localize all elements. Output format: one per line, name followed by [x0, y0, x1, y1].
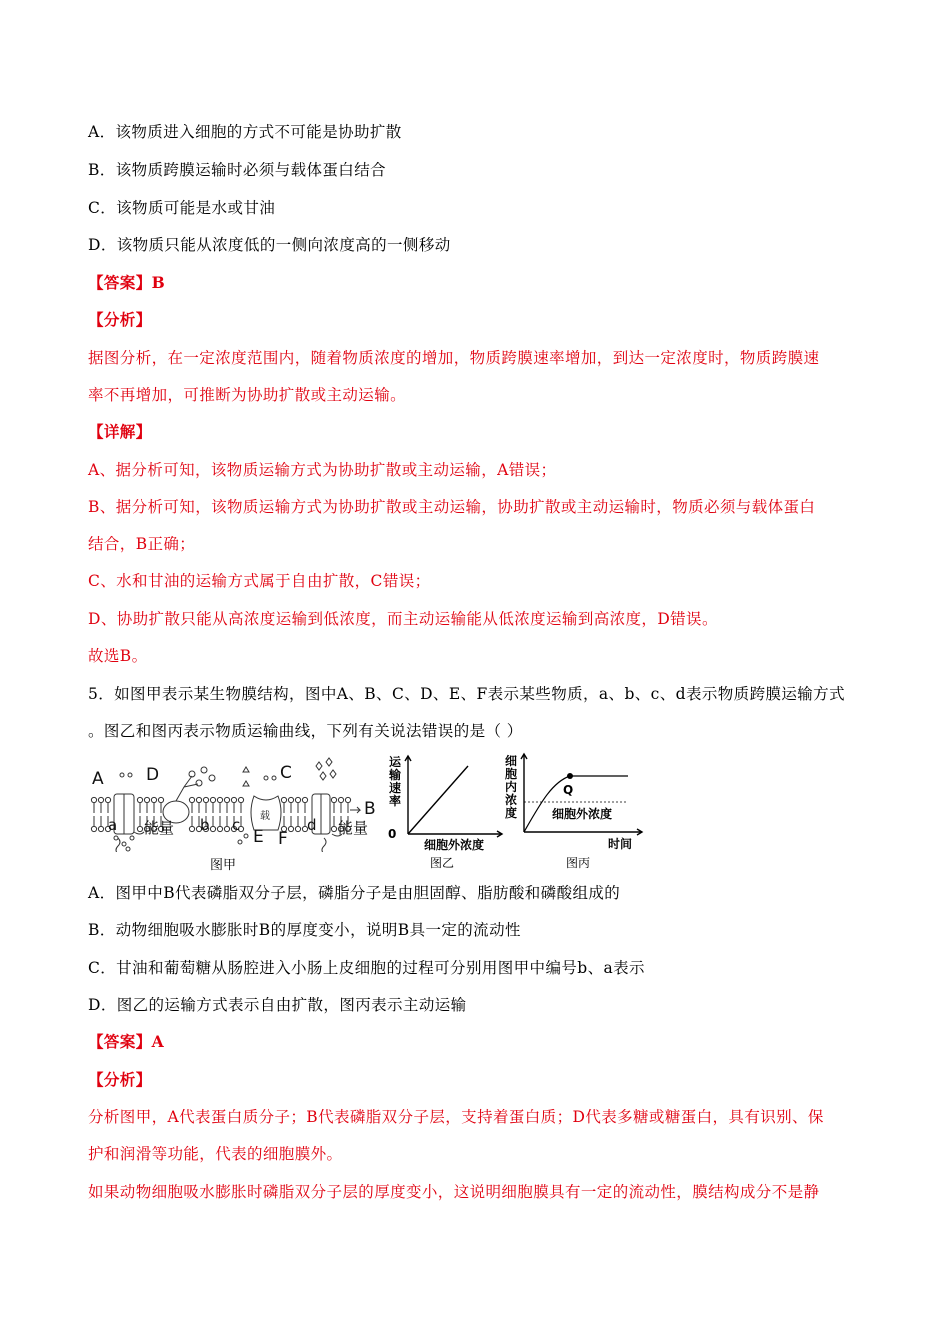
- series-line-yi: [408, 766, 468, 834]
- q4-detail-line-1: A、据分析可知，该物质运输方式为协助扩散或主动运输，A错误；: [88, 461, 557, 479]
- label-A: A: [92, 769, 104, 789]
- energy-label-2: 能量: [338, 819, 369, 837]
- caption-yi: 图乙: [430, 856, 455, 870]
- label-Q: Q: [563, 783, 574, 797]
- q4-detail-label: 【详解】: [88, 422, 152, 441]
- q4-detail-line-4: C、水和甘油的运输方式属于自由扩散，C错误；: [88, 572, 431, 590]
- caption-bing: 图丙: [566, 856, 591, 870]
- q5-analysis-label: 【分析】: [88, 1070, 152, 1089]
- label-c: c: [232, 816, 241, 834]
- chart-bing: [500, 752, 648, 852]
- series-curve-bing: [524, 776, 628, 832]
- q4-answer: 【答案】B: [88, 273, 166, 292]
- svg-text:率: 率: [389, 794, 402, 808]
- svg-text:浓: 浓: [505, 793, 518, 807]
- q5-figures: [88, 752, 648, 872]
- q5-option-b: B．动物细胞吸水膨胀时B的厚度变小，说明B具一定的流动性: [88, 921, 521, 939]
- q4-analysis-label: 【分析】: [88, 310, 152, 329]
- energy-label-1: 能量: [144, 819, 175, 837]
- q4-option-a: A．该物质进入细胞的方式不可能是协助扩散: [88, 123, 402, 141]
- q4-detail-line-2: B、据分析可知，该物质运输方式为协助扩散或主动运输，协助扩散或主动运输时，物质必须与载体蛋白: [88, 498, 816, 516]
- ylabel-bing: [505, 753, 517, 820]
- q4-detail-line-5: D、协助扩散只能从高浓度运输到低浓度，而主动运输能从低浓度运输到高浓度，D错误。: [88, 610, 718, 628]
- label-F: F: [278, 829, 288, 849]
- q5-option-d: D．图乙的运输方式表示自由扩散，图丙表示主动运输: [88, 996, 467, 1014]
- q4-option-b: B．该物质跨膜运输时必须与载体蛋白结合: [88, 161, 386, 179]
- svg-text:速: 速: [389, 781, 402, 795]
- label-E: E: [253, 827, 264, 847]
- svg-text:输: 输: [389, 768, 402, 782]
- q4-analysis-line-2: 率不再增加，可推断为协助扩散或主动运输。: [88, 386, 407, 404]
- q5-analysis-line-3: 如果动物细胞吸水膨胀时磷脂双分子层的厚度变小，这说明细胞膜具有一定的流动性，膜结构成分不是静: [88, 1183, 820, 1201]
- q5-option-a: A．图甲中B代表磷脂双分子层，磷脂分子是由胆固醇、脂肪酸和磷酸组成的: [88, 884, 621, 902]
- carrier-label: 载: [260, 811, 270, 822]
- label-D: D: [146, 765, 160, 785]
- point-Q: [567, 773, 573, 779]
- chart-yi: [386, 752, 506, 852]
- svg-text:胞: 胞: [505, 767, 518, 781]
- q4-detail-line-6: 故选B。: [88, 647, 148, 665]
- svg-text:度: 度: [505, 806, 518, 820]
- xlabel-yi: 细胞外浓度: [424, 838, 485, 852]
- q5-stem-line-1: 5．如图甲表示某生物膜结构，图中A、B、C、D、E、F表示某些物质，a、b、c、d表示物质跨膜运输方式: [88, 685, 845, 703]
- membrane-diagram: [88, 752, 388, 852]
- q5-option-c: C．甘油和葡萄糖从肠腔进入小肠上皮细胞的过程可分别用图甲中编号b、a表示: [88, 959, 645, 977]
- ylabel-yi: [388, 754, 402, 808]
- svg-text:内: 内: [505, 780, 518, 794]
- svg-text:细: 细: [505, 754, 518, 768]
- q5-stem-line-2: 。图乙和图丙表示物质运输曲线，下列有关说法错误的是（ ）: [88, 722, 523, 740]
- label-b: b: [200, 816, 210, 834]
- q4-option-c: C．该物质可能是水或甘油: [88, 199, 276, 217]
- q4-option-d: D．该物质只能从浓度低的一侧向浓度高的一侧移动: [88, 236, 451, 254]
- xlabel-bing: 时间: [608, 837, 633, 851]
- origin-yi: 0: [388, 827, 397, 841]
- label-d: d: [307, 816, 317, 834]
- q5-analysis-line-1: 分析图甲，A代表蛋白质分子；B代表磷脂双分子层，支持着蛋白质；D代表多糖或糖蛋白，具有识别、保: [88, 1108, 824, 1126]
- dashed-label-bing: 细胞外浓度: [552, 807, 613, 821]
- caption-jia: 图甲: [210, 858, 237, 873]
- q4-detail-line-3: 结合，B正确；: [88, 535, 196, 553]
- q5-analysis-line-2: 护和润滑等功能，代表的细胞膜外。: [88, 1145, 343, 1163]
- label-a: a: [108, 816, 118, 834]
- svg-text:运: 运: [389, 755, 402, 769]
- q5-answer: 【答案】A: [88, 1032, 165, 1051]
- q4-analysis-line-1: 据图分析，在一定浓度范围内，随着物质浓度的增加，物质跨膜速率增加，到达一定浓度时，物质跨膜速: [88, 349, 820, 367]
- label-B: B: [364, 799, 376, 819]
- label-C: C: [280, 763, 292, 783]
